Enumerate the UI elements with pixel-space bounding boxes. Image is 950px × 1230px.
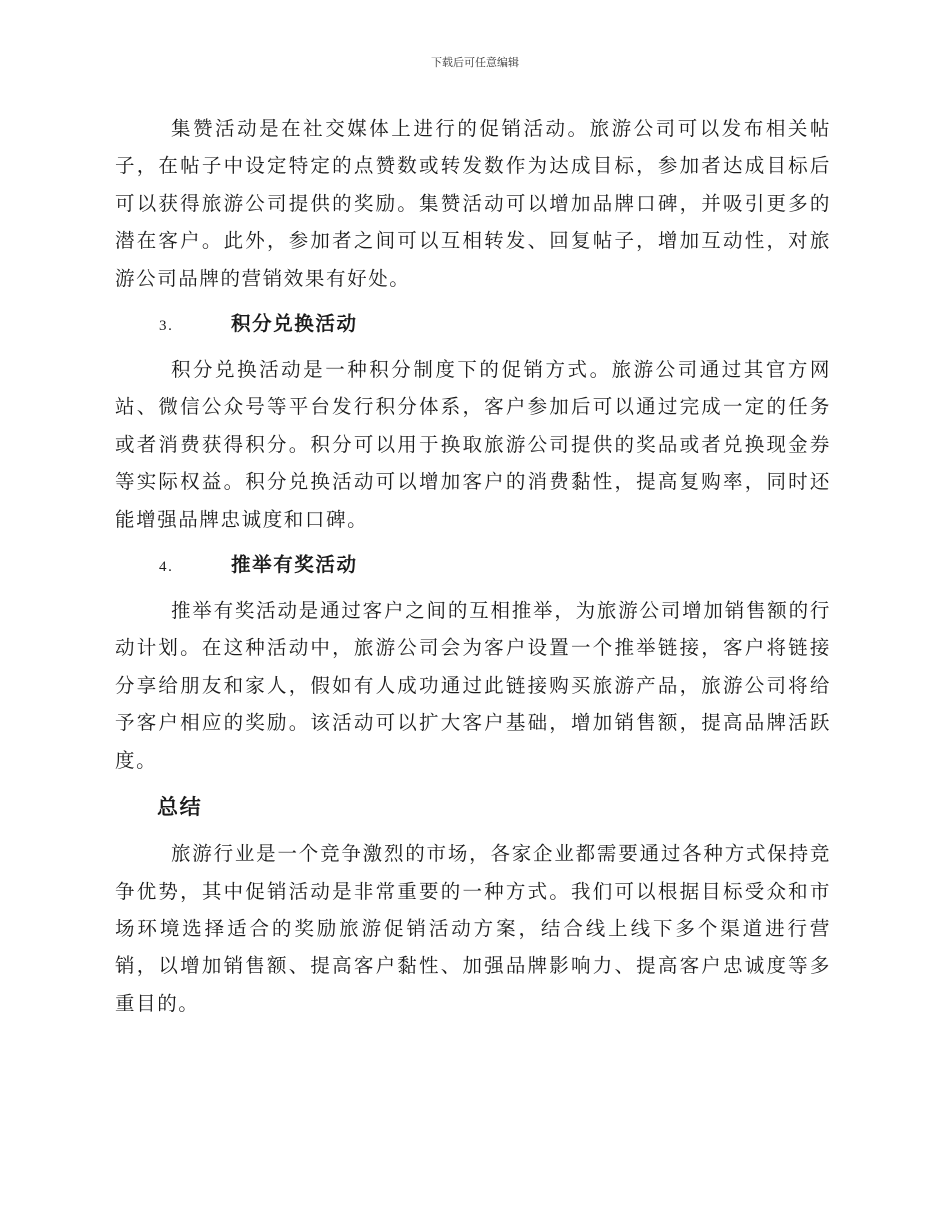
summary-heading: 总结 [157,795,203,820]
section-3-heading [115,297,831,351]
summary-paragraph: 旅游行业是一个竞争激烈的市场，各家企业都需要通过各种方式保持竞争优势，其中促销活动是非常重要的一种方式。我们可以根据目标受众和市场环境选择适合的奖励旅游促销活动方案，结合线上线下多个渠道进行营销，以增加销售额、提高客户黏性、加强品牌影响力、提高客户忠诚度等多重目的。 [115,842,831,1015]
section-3-number: 3. [159,318,174,335]
section-4-heading [115,538,831,592]
section-4-number: 4. [159,559,174,576]
section-3-paragraph: 积分兑换活动是一种积分制度下的促销方式。旅游公司通过其官方网站、微信公众号等平台发行积分体系，客户参加后可以通过完成一定的任务或者消费获得积分。积分可以用于换取旅游公司提供的奖品或者兑换现金券等实际权益。积分兑换活动可以增加客户的消费黏性，提高复购率，同时还能增强品牌忠诚度和口碑。 [115,358,831,531]
intro-paragraph: 集赞活动是在社交媒体上进行的促销活动。旅游公司可以发布相关帖子，在帖子中设定特定的点赞数或转发数作为达成目标，参加者达成目标后可以获得旅游公司提供的奖励。集赞活动可以增加品牌口碑，并吸引更多的潜在客户。此外，参加者之间可以互相转发、回复帖子，增加互动性，对旅游公司品牌的营销效果有好处。 [115,117,831,290]
page-header: 下载后可任意编辑 [431,56,519,69]
document-body [115,110,831,1022]
section-3-title: 积分兑换活动 [231,312,358,336]
section-4-title: 推举有奖活动 [231,553,358,577]
section-4-paragraph: 推举有奖活动是通过客户之间的互相推举，为旅游公司增加销售额的行动计划。在这种活动中，旅游公司会为客户设置一个推举链接，客户将链接分享给朋友和家人，假如有人成功通过此链接购买旅游产品，旅游公司将给予客户相应的奖励。该活动可以扩大客户基础，增加销售额，提高品牌活跃度。 [115,599,831,772]
